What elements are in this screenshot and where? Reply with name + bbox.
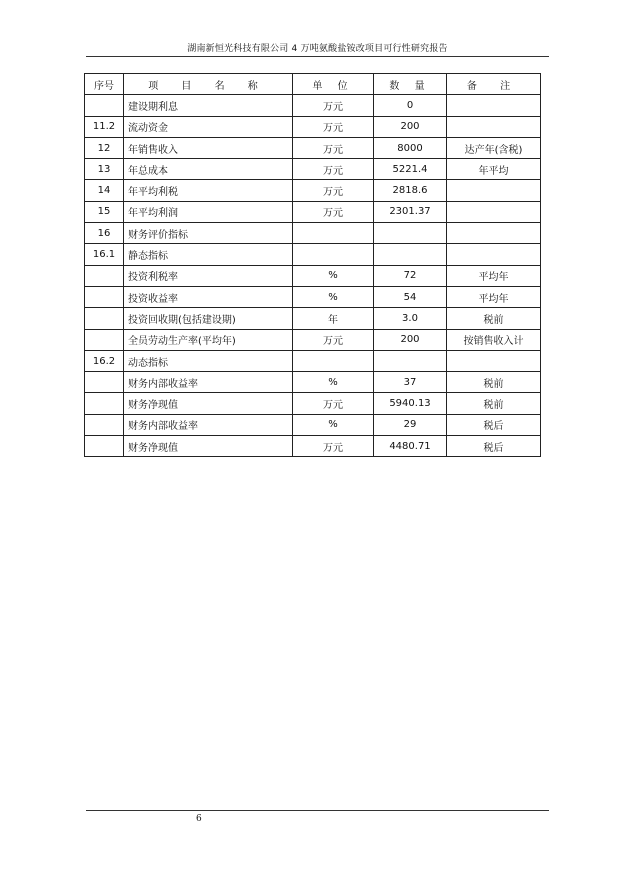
cell-no (85, 329, 124, 350)
cell-remark (447, 116, 541, 137)
table-row (85, 137, 541, 158)
cell-no (85, 265, 124, 286)
cell-no: 12 (85, 137, 124, 158)
table-row (85, 286, 541, 307)
cell-quantity: 0 (374, 95, 447, 116)
cell-quantity: 3.0 (374, 308, 447, 329)
cell-remark: 按销售收入计 (447, 329, 541, 350)
cell-unit: % (293, 265, 374, 286)
cell-no (85, 393, 124, 414)
table-row (85, 201, 541, 222)
cell-unit: 万元 (293, 137, 374, 158)
cell-quantity: 5221.4 (374, 159, 447, 180)
cell-remark: 税后 (447, 436, 541, 457)
cell-item-name: 年平均利税 (124, 180, 293, 201)
table-row (85, 159, 541, 180)
table-row (85, 414, 541, 435)
cell-item-name: 财务内部收益率 (124, 414, 293, 435)
cell-unit (293, 244, 374, 265)
table-row (85, 350, 541, 371)
cell-no: 13 (85, 159, 124, 180)
cell-quantity (374, 350, 447, 371)
header-divider (86, 56, 549, 57)
cell-no: 11.2 (85, 116, 124, 137)
cell-unit (293, 350, 374, 371)
cell-remark: 税前 (447, 308, 541, 329)
cell-quantity: 200 (374, 329, 447, 350)
table-row (85, 265, 541, 286)
cell-no: 16.1 (85, 244, 124, 265)
indicator-table (84, 73, 541, 457)
cell-unit: % (293, 372, 374, 393)
footer-divider (86, 810, 549, 811)
cell-quantity: 37 (374, 372, 447, 393)
cell-no (85, 286, 124, 307)
table-row (85, 436, 541, 457)
cell-unit: 万元 (293, 329, 374, 350)
cell-quantity: 2818.6 (374, 180, 447, 201)
cell-unit: 万元 (293, 159, 374, 180)
cell-item-name: 全员劳动生产率(平均年) (124, 329, 293, 350)
cell-unit: 万元 (293, 393, 374, 414)
table-row (85, 393, 541, 414)
cell-no: 15 (85, 201, 124, 222)
cell-item-name: 年销售收入 (124, 137, 293, 158)
column-header-unit: 单 位 (293, 74, 374, 95)
page-number: 6 (196, 814, 202, 824)
table-row (85, 223, 541, 244)
table-row (85, 116, 541, 137)
cell-remark: 税前 (447, 393, 541, 414)
cell-quantity: 29 (374, 414, 447, 435)
cell-no (85, 95, 124, 116)
cell-remark (447, 223, 541, 244)
table-row (85, 329, 541, 350)
table-row (85, 308, 541, 329)
cell-quantity: 200 (374, 116, 447, 137)
cell-item-name: 动态指标 (124, 350, 293, 371)
column-header-remark: 备 注 (447, 74, 541, 95)
cell-unit: % (293, 286, 374, 307)
cell-remark (447, 201, 541, 222)
cell-quantity (374, 244, 447, 265)
cell-quantity: 54 (374, 286, 447, 307)
cell-quantity: 8000 (374, 137, 447, 158)
column-header-name: 项 目 名 称 (124, 74, 293, 95)
cell-remark (447, 350, 541, 371)
table-row (85, 372, 541, 393)
cell-item-name: 财务净现值 (124, 393, 293, 414)
cell-quantity: 4480.71 (374, 436, 447, 457)
table-row (85, 244, 541, 265)
cell-item-name: 流动资金 (124, 116, 293, 137)
cell-quantity: 72 (374, 265, 447, 286)
cell-quantity: 2301.37 (374, 201, 447, 222)
cell-item-name: 财务净现值 (124, 436, 293, 457)
cell-remark: 税前 (447, 372, 541, 393)
cell-unit: 万元 (293, 201, 374, 222)
table-row (85, 95, 541, 116)
cell-no (85, 308, 124, 329)
cell-remark (447, 244, 541, 265)
cell-item-name: 财务评价指标 (124, 223, 293, 244)
cell-remark: 平均年 (447, 286, 541, 307)
cell-item-name: 静态指标 (124, 244, 293, 265)
cell-remark: 税后 (447, 414, 541, 435)
cell-remark (447, 95, 541, 116)
table-body (85, 95, 541, 457)
cell-quantity (374, 223, 447, 244)
cell-no: 16.2 (85, 350, 124, 371)
cell-quantity: 5940.13 (374, 393, 447, 414)
cell-unit: 万元 (293, 116, 374, 137)
cell-unit: 万元 (293, 180, 374, 201)
cell-unit: % (293, 414, 374, 435)
cell-remark: 平均年 (447, 265, 541, 286)
cell-item-name: 年总成本 (124, 159, 293, 180)
cell-item-name: 投资回收期(包括建设期) (124, 308, 293, 329)
cell-no (85, 414, 124, 435)
cell-remark: 达产年(含税) (447, 137, 541, 158)
cell-unit: 万元 (293, 95, 374, 116)
cell-no (85, 372, 124, 393)
cell-no: 14 (85, 180, 124, 201)
column-header-quantity: 数 量 (374, 74, 447, 95)
cell-remark: 年平均 (447, 159, 541, 180)
column-header-no: 序号 (85, 74, 124, 95)
cell-unit: 年 (293, 308, 374, 329)
cell-no (85, 436, 124, 457)
cell-item-name: 投资利税率 (124, 265, 293, 286)
cell-no: 16 (85, 223, 124, 244)
cell-item-name: 投资收益率 (124, 286, 293, 307)
cell-item-name: 年平均利润 (124, 201, 293, 222)
cell-item-name: 建设期利息 (124, 95, 293, 116)
cell-remark (447, 180, 541, 201)
table-row (85, 180, 541, 201)
table-header-row (85, 74, 541, 95)
cell-unit: 万元 (293, 436, 374, 457)
cell-item-name: 财务内部收益率 (124, 372, 293, 393)
document-header-title: 湖南新恒光科技有限公司 4 万吨氨酸盐铵改项目可行性研究报告 (187, 44, 448, 54)
cell-unit (293, 223, 374, 244)
